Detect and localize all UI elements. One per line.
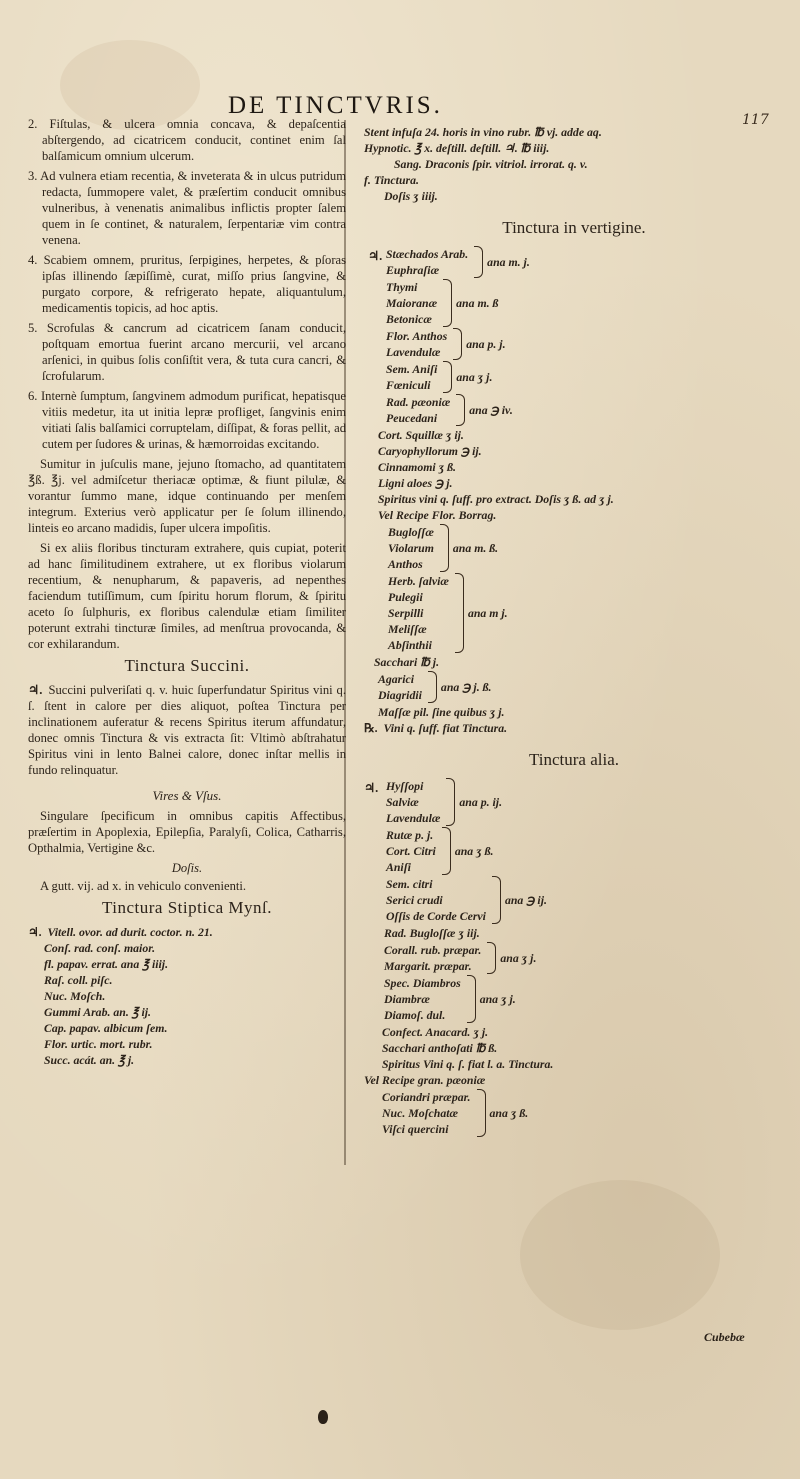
ingredient: Nuc. Moſchatæ <box>382 1106 459 1120</box>
section-title-styptica: Tinctura Stiptica Mynſ. <box>101 898 272 917</box>
alia-recipe <box>364 778 784 924</box>
ingredient-group <box>364 975 784 1023</box>
ingredient-text: Raſ. coll. piſc. <box>44 973 113 987</box>
ingredient: Diambræ <box>384 992 430 1006</box>
recipe-symbol: ♃. <box>368 249 383 263</box>
ingredient-group <box>364 1089 784 1137</box>
alia-end <box>364 1024 784 1072</box>
ingredient: Serici crudi <box>386 893 443 907</box>
ingredient-group <box>364 827 784 875</box>
brace-icon <box>446 778 455 826</box>
recipe-line: Caryophyllorum ℈ ij. <box>378 444 482 458</box>
ingredient: Stæchados Arab. <box>386 247 469 261</box>
group-names <box>386 876 486 924</box>
alia-groups <box>364 942 784 1023</box>
numbered-paragraph <box>28 168 346 248</box>
group-quantity: ana m. ß <box>456 296 499 310</box>
ingredient: Flor. Anthos <box>386 329 448 343</box>
ingredient: Sem. Aniſi <box>386 362 438 376</box>
recipe-line: Confect. Anacard. ʒ j. <box>382 1025 489 1039</box>
recipe-symbol: ♃. <box>364 781 379 795</box>
group-quantity: ana ʒ j. <box>479 992 516 1006</box>
recipe-ingredient <box>28 1052 346 1068</box>
recipe-ingredient <box>28 924 346 940</box>
recipe-symbol: ♃. <box>28 925 42 939</box>
recipe-line <box>364 720 784 736</box>
ingredient: Agarici <box>378 672 415 686</box>
group-names <box>386 279 437 327</box>
vires-text: Singulare ſpecificum in omnibus capitis Affectibus, præſertim in Apoplexia, Epilepſia, Paralyſi, Colica, Catharris, Opthalmia, Vertigine &c. <box>28 809 346 855</box>
ingredient: Bugloſſæ <box>388 525 434 539</box>
recipe-ingredient <box>28 1036 346 1052</box>
group-quantity: ana ℈ ij. <box>504 893 547 907</box>
recipe-line: Cinnamomi ʒ ß. <box>378 460 456 474</box>
section-title-vertigine: Tinctura in vertigine. <box>502 218 646 237</box>
recipe-symbol: ♃. <box>28 683 43 697</box>
ingredient: Aniſi <box>386 860 411 874</box>
ingredient: Viſci quercini <box>382 1122 449 1136</box>
paragraph-text: Scrofulas & cancrum ad cicatricem ſanam conducit, poſtquam emortua fuerint arcano mercurii, vel arcano arſenici, in quibus ſolis conſiſtit vera, & tuta cura cancri, & ſcrofularum. <box>42 321 346 383</box>
recipe-line <box>364 704 784 720</box>
group-quantity: ana ʒ j. <box>456 370 493 384</box>
instruction-line: f. Tinctura. <box>364 173 419 187</box>
instruction-line: Stent infuſa 24. horis in vino rubr. ℔ vj. adde aq. <box>364 125 602 139</box>
ingredient: Herb. ſalviæ <box>388 574 449 588</box>
ingredient-group <box>364 942 784 974</box>
ingredient-text: Flor. urtic. mort. rubr. <box>44 1037 153 1051</box>
instruction-line: Doſis ʒ iiij. <box>384 189 438 203</box>
ingredient-group <box>364 671 784 703</box>
group-quantity: ana ʒ ß. <box>454 844 494 858</box>
recipe-symbol: ℞. <box>364 721 378 735</box>
ingredient: Diagridii <box>378 688 422 702</box>
group-quantity: ana p. ij. <box>459 795 503 809</box>
ingredient: Anthos <box>388 557 423 571</box>
instruction-line: Sang. Draconis ſpir. vitriol. irrorat. q. v. <box>394 157 588 171</box>
styptica-recipe <box>28 924 346 1068</box>
group-names <box>386 827 436 875</box>
left-column <box>28 116 346 1068</box>
ingredient: Serpilli <box>388 606 424 620</box>
group-names <box>386 778 440 826</box>
brace-icon <box>492 876 501 924</box>
ingredient-text: Vitell. ovor. ad durit. coctor. n. 21. <box>47 925 213 939</box>
ingredient-text: Succ. acát. an. ℥ j. <box>44 1053 135 1067</box>
brace-icon <box>456 394 465 426</box>
group-names <box>384 975 461 1023</box>
ingredient: Pulegii <box>388 590 423 604</box>
ingredient-group <box>364 328 784 360</box>
succini-text: Succini pulveriſati q. v. huic ſuperfundatur Spiritus vini q. ſ. ſtent in calore per dies aliquot, poſtea Tinctura per inclinationem auferatur & recens Spiritus iterum affundatur, donec omnis Tinctura & vis extracta ſit: Vltimò abſtrahatur Spiritus vini in lento Balnei calore, donec inſtar mellis in fundo relinquatur. <box>28 683 346 777</box>
brace-icon <box>443 279 452 327</box>
right-column <box>364 124 784 1138</box>
paragraph-number: 4. <box>28 253 44 267</box>
paragraph-sumitur: Sumitur in juſculis mane, jejuno ſtomacho, ad quantitatem ℥ß. ℥j. vel admiſcetur theriacæ optimæ, & fiunt pilulæ, & vorantur ſummo mane, idque continuando per menſem integrum. Exterius verò applicatur per ſe ſolum illinendo, linteis eo arcano madidis, ſuper ulcera impoſitis. <box>28 457 346 535</box>
paragraph-si-ex: Si ex aliis floribus tincturam extrahere, quis cupiat, poterit ad hanc ſimilitudinem extrahere, ut ex floribus violarum recentium, & nenupharum, & papaveris, ad nepenthes faciendum tutiſſimum, cum ſpiritu horum florum, & ſpiritu aceto ſo ſulphuris, ex floribus calendulæ etiam ſimiliter poterunt extrahi tincturæ ſimiles, ad menſtrua provocanda, & cor exhilarandum. <box>28 541 346 651</box>
recipe-line: Spiritus vini q. ſuff. pro extract. Doſis ʒ ß. ad ʒ j. <box>378 492 614 506</box>
page-number: 117 <box>742 112 769 128</box>
alia-vel <box>364 1072 784 1137</box>
ingredient: Spec. Diambros <box>384 976 461 990</box>
recipe-ingredient <box>28 956 346 972</box>
vel-recipe-lead: Vel Recipe gran. pæoniæ <box>364 1073 486 1087</box>
dosis-label: Doſis. <box>171 861 203 875</box>
group-names <box>386 361 437 393</box>
ingredient: Thymi <box>386 280 418 294</box>
vertigine-recipe <box>364 246 784 426</box>
recipe-line: Vel Recipe Flor. Borrag. <box>378 508 497 522</box>
paragraph-number: 6. <box>28 389 41 403</box>
infusion-instructions <box>364 124 784 204</box>
ingredient-text: Conſ. rad. conſ. maior. <box>44 941 156 955</box>
vertigine-more <box>364 427 784 523</box>
ingredient: Salviæ <box>386 795 419 809</box>
ingredient: Fœniculi <box>386 378 431 392</box>
group-names <box>378 671 422 703</box>
ingredient: Maioranæ <box>386 296 438 310</box>
group-names <box>388 573 449 653</box>
group-quantity: ana m. j. <box>487 255 530 269</box>
ingredient-group <box>364 361 784 393</box>
group-quantity: ana ℈ j. ß. <box>440 680 492 694</box>
numbered-paragraph <box>28 252 346 316</box>
vertigine-end <box>364 704 784 736</box>
brace-icon <box>428 671 437 703</box>
running-head: DE TINCTVRIS. <box>228 92 443 119</box>
ingredient: Rutæ p. j. <box>386 828 434 842</box>
group-names <box>384 942 481 974</box>
ingredient-text: Nuc. Moſch. <box>44 989 106 1003</box>
ingredient-group <box>364 573 784 653</box>
foxing-stain <box>520 1180 720 1330</box>
dosis-text: A gutt. vij. ad x. in vehiculo convenienti. <box>40 879 247 893</box>
recipe-line: Cort. Squillæ ʒ ij. <box>378 428 464 442</box>
vires-title: Vires & Vſus. <box>152 788 222 803</box>
ingredient-group <box>364 246 784 278</box>
sacchari-line: Sacchari ℔ j. <box>374 655 440 669</box>
ingredient: Violarum <box>388 541 434 555</box>
group-names <box>386 394 450 426</box>
paragraph-text: Fiſtulas, & ulcera omnia concava, & depaſcentia abſtergendo, ad cicatricem conducit, continet enim ſal balſamicum omnium ulcerum. <box>42 117 346 163</box>
paragraph-text: Internè ſumptum, ſangvinem admodum purificat, hepatisque vitiis medetur, ita ut initia lepræ profliget, ſangvinis enim vitiati ſalis balſamici corruptelam, diſſipat, & foras pellit, ad cutem per ſudores & urinas, & hæmorroidas excitando. <box>40 389 347 451</box>
ingredient: Cort. Citri <box>386 844 436 858</box>
group-names <box>388 524 434 572</box>
recipe-line: Spiritus Vini q. ſ. fiat l. a. Tinctura. <box>382 1057 554 1071</box>
group-quantity: ana m. ß. <box>452 541 499 555</box>
brace-icon <box>477 1089 486 1137</box>
brace-icon <box>474 246 483 278</box>
brace-icon <box>443 361 452 393</box>
recipe-ingredient <box>28 1004 346 1020</box>
ingredient: Sem. citri <box>386 877 433 891</box>
group-names <box>386 246 468 278</box>
paragraph-number: 3. <box>28 169 41 183</box>
group-names <box>386 328 447 360</box>
numbered-paragraph <box>28 320 346 384</box>
ingredient: Betonicæ <box>386 312 432 326</box>
line-text: Maſſæ pil. ſine quibus ʒ j. <box>378 705 505 719</box>
ingredient: Euphraſiæ <box>386 263 440 277</box>
ingredient: Meliſſæ <box>388 622 427 636</box>
alia-mid-line: Rad. Bugloſſæ ʒ iij. <box>384 926 480 940</box>
recipe-ingredient <box>28 972 346 988</box>
paragraph-number: 5. <box>28 321 47 335</box>
group-quantity: ana p. j. <box>466 337 506 351</box>
ingredient: Margarit. præpar. <box>384 959 472 973</box>
vertigine-groups <box>364 524 784 653</box>
recipe-line: Ligni aloes ℈ j. <box>378 476 453 490</box>
brace-icon <box>453 328 462 360</box>
ingredient: Diamoſ. dul. <box>384 1008 446 1022</box>
agarici-group <box>364 671 784 703</box>
instruction-line: Hypnotic. ℥ x. deſtill. deſtill. ♃. ℔ iiij. <box>364 141 550 155</box>
ingredient-group <box>364 876 784 924</box>
group-quantity: ana ʒ ß. <box>489 1106 529 1120</box>
ingredient-group <box>364 279 784 327</box>
ingredient-group <box>364 524 784 572</box>
brace-icon <box>455 573 464 653</box>
catchword: Cubebæ <box>704 1330 745 1344</box>
numbered-paragraph <box>28 388 346 452</box>
ingredient: Hyſſopi <box>386 779 424 793</box>
ingredient-text: Gummi Arab. an. ℥ ij. <box>44 1005 152 1019</box>
group-quantity: ana ʒ j. <box>500 951 537 965</box>
group-quantity: ana m j. <box>467 606 508 620</box>
group-names <box>382 1089 471 1137</box>
ingredient: Rad. pæoniæ <box>386 395 451 409</box>
recipe-line: Sacchari anthoſati ℔ ß. <box>382 1041 498 1055</box>
numbered-list <box>28 116 346 452</box>
ingredient: Lavendulæ <box>386 345 441 359</box>
ingredient: Lavendulæ <box>386 811 441 825</box>
paragraph-text: Ad vulnera etiam recentia, & inveterata & in ulcus putridum redacta, ſummopere valet, & præſertim conducit omnibus vulneribus, à venenatis animalibus inflictis propter ſalem quem in ſe continet, & naturalem, ſerpentariæ vim contra venena. <box>40 169 347 247</box>
ingredient: Abſinthii <box>388 638 432 652</box>
section-title-alia: Tinctura alia. <box>528 750 620 769</box>
paragraph-number: 2. <box>28 117 50 131</box>
ingredient: Oſſis de Corde Cervi <box>386 909 486 923</box>
ingredient-group <box>364 778 784 826</box>
ingredient-group <box>364 394 784 426</box>
brace-icon <box>487 942 496 974</box>
ingredient-text: fl. papav. errat. ana ℥ iiij. <box>44 957 169 971</box>
ink-ornament <box>318 1410 328 1424</box>
paragraph-text: Scabiem omnem, pruritus, ſerpigines, herpetes, & pſoras ipſas illinendo ſæpiſſimè, curat, miſſo prius ſangvine, & purgato corpore, & refrigerato hepate, aliquantulum, medicamentis topicis, ad hoc aptis. <box>42 253 346 315</box>
ingredient-text: Cap. papav. albicum ſem. <box>44 1021 168 1035</box>
brace-icon <box>440 524 449 572</box>
succini-recipe <box>28 682 346 778</box>
brace-icon <box>442 827 451 875</box>
numbered-paragraph <box>28 116 346 164</box>
brace-icon <box>467 975 476 1023</box>
recipe-ingredient <box>28 988 346 1004</box>
ingredient: Peucedani <box>386 411 438 425</box>
line-text: Vini q. ſuff. fiat Tinctura. <box>383 721 508 735</box>
ingredient: Coriandri præpar. <box>382 1090 471 1104</box>
section-title-succini: Tinctura Succini. <box>124 656 250 675</box>
recipe-ingredient <box>28 940 346 956</box>
recipe-ingredient <box>28 1020 346 1036</box>
group-quantity: ana ℈ iv. <box>469 403 513 417</box>
ingredient: Corall. rub. præpar. <box>384 943 482 957</box>
